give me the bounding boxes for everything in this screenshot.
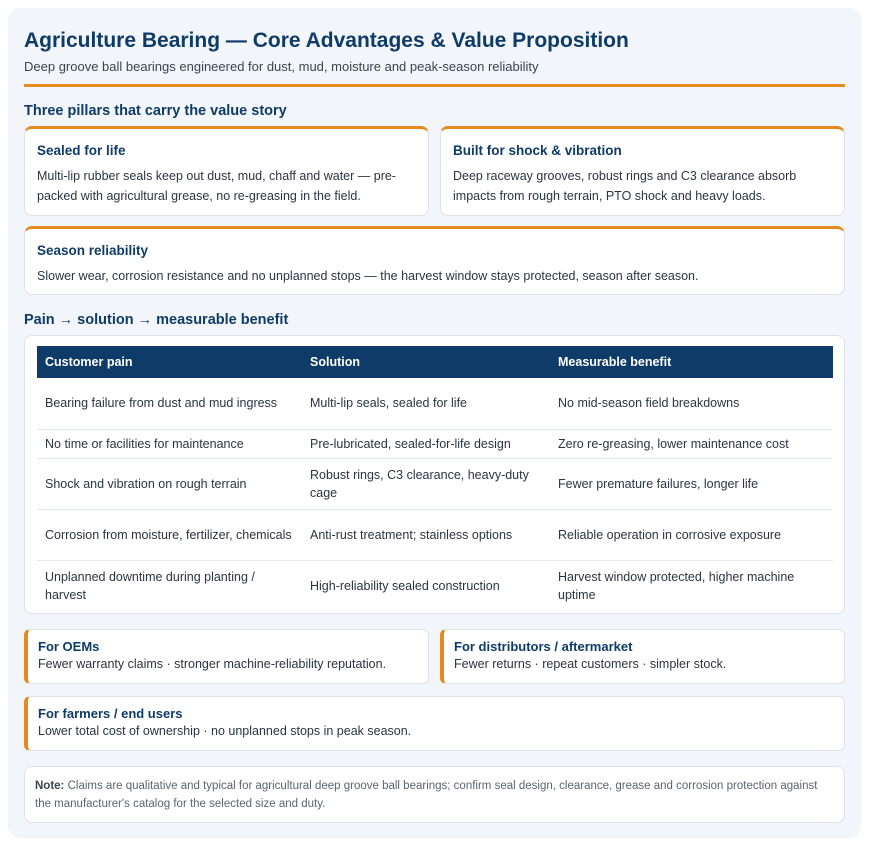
pillar-text: Deep raceway grooves, robust rings and C3 clearance absorb impacts from rough terrain, PTO shock and heavy loads. [453, 169, 797, 203]
audience-title: For OEMs [38, 639, 100, 654]
note-text: Claims are qualitative and typical for agricultural deep groove ball bearings; confirm seal design, clearance, grease and corrosion protection against the manufacturer's catalog for the selected size and duty. [35, 780, 818, 810]
pillar-title: Built for shock & vibration [453, 143, 622, 158]
pillars-heading: Three pillars that carry the value story [24, 103, 287, 119]
table-cell: Pre-lubricated, sealed-for-life design [302, 429, 550, 458]
table-cell: Shock and vibration on rough terrain [37, 458, 302, 509]
table-cell: Corrosion from moisture, fertilizer, chemicals [37, 509, 302, 560]
column-header: Measurable benefit [550, 346, 833, 378]
pillar-title: Season reliability [37, 243, 149, 258]
table-row [37, 458, 833, 509]
disclaimer-note [24, 766, 845, 823]
table-cell: No time or facilities for maintenance [37, 429, 302, 458]
table-cell: No mid-season field breakdowns [550, 378, 833, 429]
table-cell: Reliable operation in corrosive exposure [550, 509, 833, 560]
audience-title: For distributors / aftermarket [454, 639, 633, 654]
table-cell: Unplanned downtime during planting / harvest [45, 569, 255, 602]
audience-card-distributors [440, 629, 845, 684]
pillar-card-season [24, 226, 845, 295]
table-row [37, 560, 833, 611]
pillar-text: Multi-lip rubber seals keep out dust, mud, chaff and water — pre-packed with agricultural grease, no re-greasing in the field. [37, 169, 396, 203]
audience-text: Fewer returns · repeat customers · simpler stock. [454, 657, 727, 671]
table-row [37, 509, 833, 560]
table-row [37, 378, 833, 429]
note-label: Note: [35, 780, 65, 792]
pillar-card-sealed [24, 126, 429, 216]
table-cell: Zero re-greasing, lower maintenance cost [550, 429, 833, 458]
audience-text: Fewer warranty claims · stronger machine-reliability reputation. [38, 657, 387, 671]
page-subtitle: Deep groove ball bearings engineered for dust, mud, moisture and peak-season reliability [24, 59, 539, 74]
table-cell: Fewer premature failures, longer life [550, 458, 833, 509]
table-cell: Harvest window protected, higher machine uptime [558, 569, 795, 602]
table-row [37, 429, 833, 458]
table-heading: Pain → solution → measurable benefit [24, 312, 289, 328]
table-cell: High-reliability sealed construction [310, 578, 500, 593]
column-header: Customer pain [37, 346, 302, 378]
table-cell: Multi-lip seals, sealed for life [302, 378, 550, 429]
audience-title: For farmers / end users [38, 706, 183, 721]
audience-card-farmers [24, 696, 845, 751]
accent-divider [24, 84, 845, 87]
audience-card-oems [24, 629, 429, 684]
table-cell: Anti-rust treatment; stainless options [302, 509, 550, 560]
page-title: Agriculture Bearing — Core Advantages & Value Proposition [24, 29, 629, 52]
pillar-text: Slower wear, corrosion resistance and no unplanned stops — the harvest window stays protected, season after season. [37, 269, 699, 283]
table-cell: Bearing failure from dust and mud ingress [37, 378, 302, 429]
benefit-table [37, 346, 833, 611]
audience-text: Lower total cost of ownership · no unplanned stops in peak season. [38, 724, 412, 738]
table-cell: Robust rings, C3 clearance, heavy-duty cage [302, 458, 550, 509]
pillar-title: Sealed for life [37, 143, 126, 158]
pillar-card-shock [440, 126, 845, 216]
column-header: Solution [302, 346, 550, 378]
benefit-table-card [24, 335, 845, 614]
